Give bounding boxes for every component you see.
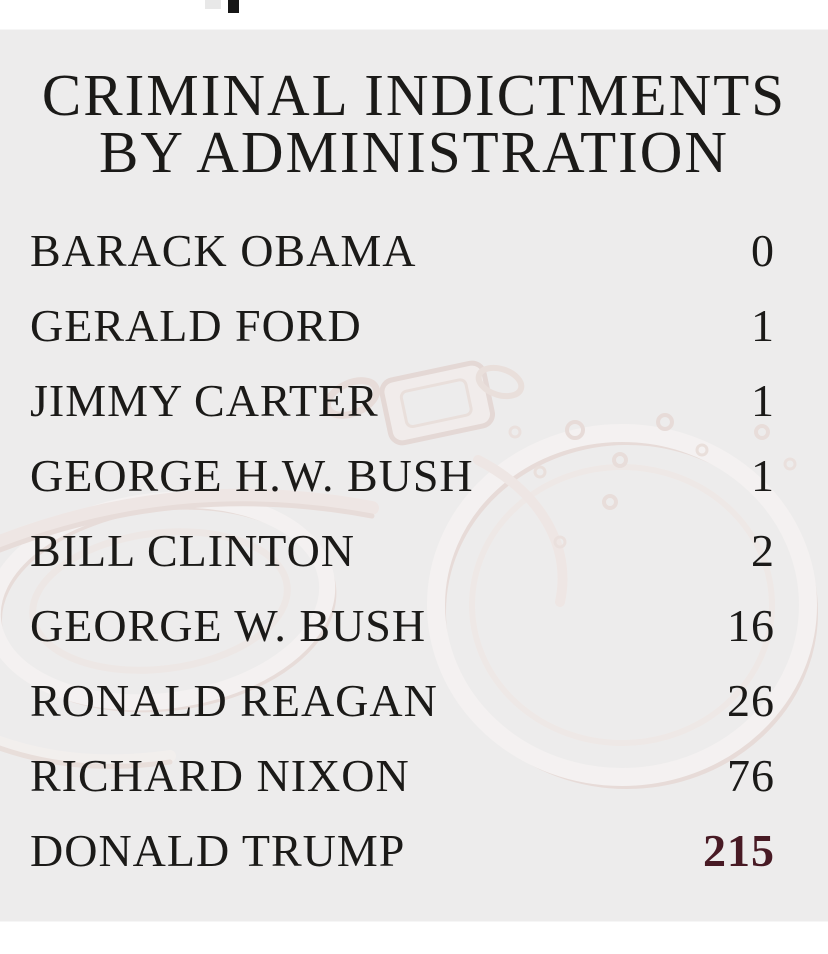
- president-name: RONALD REAGAN: [30, 675, 438, 726]
- indictment-count: 26: [727, 675, 775, 726]
- table-row: [0, 663, 828, 738]
- table-row: [0, 588, 828, 663]
- indictment-count: 215: [703, 825, 775, 876]
- president-name: BILL CLINTON: [30, 525, 356, 576]
- indictment-count: 1: [751, 375, 775, 426]
- cropped-character-fragment: [228, 0, 239, 13]
- content-panel: [0, 29, 828, 922]
- table-row: [0, 813, 828, 888]
- title-line-2: BY ADMINISTRATION: [98, 119, 730, 185]
- president-name: BARACK OBAMA: [30, 225, 417, 276]
- president-name: GERALD FORD: [30, 300, 362, 351]
- president-name: GEORGE H.W. BUSH: [30, 450, 474, 501]
- president-name: RICHARD NIXON: [30, 750, 410, 801]
- table-row: [0, 363, 828, 438]
- indictment-count: 76: [727, 750, 775, 801]
- president-name: GEORGE W. BUSH: [30, 600, 427, 651]
- table-row: [0, 213, 828, 288]
- indictment-count: 2: [751, 525, 775, 576]
- president-name: DONALD TRUMP: [30, 825, 406, 876]
- indictment-count: 1: [751, 300, 775, 351]
- table-row: [0, 738, 828, 813]
- indictment-count: 16: [727, 600, 775, 651]
- table-row: [0, 438, 828, 513]
- cropped-text-smudge: [205, 0, 221, 9]
- table-row: [0, 513, 828, 588]
- indictment-count: 0: [751, 225, 775, 276]
- indictment-count: 1: [751, 450, 775, 501]
- table-row: [0, 288, 828, 363]
- indictments-table: [0, 213, 828, 888]
- president-name: JIMMY CARTER: [30, 375, 379, 426]
- title-line-1: CRIMINAL INDICTMENTS: [41, 62, 787, 128]
- page-title: [0, 62, 828, 185]
